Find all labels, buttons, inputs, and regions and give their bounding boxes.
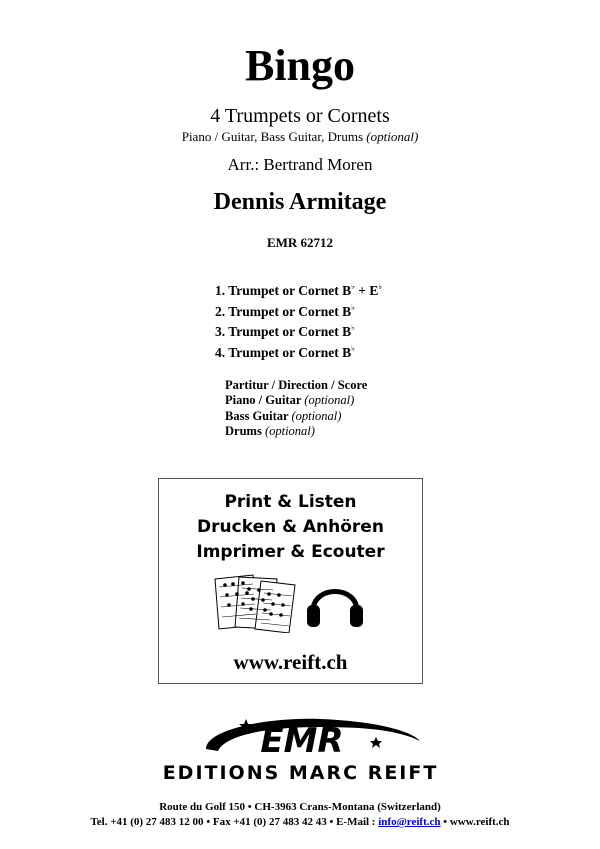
contact-prefix: Tel. +41 (0) 27 483 12 00 • Fax +41 (0) 27 483 42 43 • E-Mail :	[90, 816, 379, 828]
score-contents	[225, 378, 367, 439]
part-label: 4. Trumpet or Cornet B	[215, 344, 352, 360]
instrumentation	[0, 129, 600, 145]
optional-note: (optional)	[304, 393, 355, 408]
score-item-label: Drums	[225, 423, 262, 438]
instrumentation-text: Piano / Guitar, Bass Guitar, Drums	[181, 129, 364, 144]
part-item	[215, 322, 382, 343]
part-label: 2. Trumpet or Cornet B	[215, 303, 352, 319]
print-listen-box	[158, 478, 423, 684]
promo-url[interactable]: www.reift.ch	[233, 650, 348, 674]
score-item	[225, 424, 367, 439]
instrumentation-optional: (optional)	[366, 129, 419, 144]
optional-note: (optional)	[291, 408, 342, 423]
score-item-label: Piano / Guitar	[225, 393, 302, 408]
part-item	[215, 343, 382, 364]
title: Bingo	[244, 41, 356, 90]
part-item	[215, 281, 382, 302]
logo-text: EMR	[260, 721, 344, 761]
sheet-music-icon	[215, 575, 295, 633]
part-label: 1. Trumpet or Cornet B	[215, 283, 352, 298]
part-label: 3. Trumpet or Cornet B	[215, 324, 352, 339]
publisher-name: EDITIONS MARC REIFT	[162, 762, 439, 784]
arranger: Arr.: Bertrand Moren	[227, 155, 373, 174]
flat-sign: ♭	[351, 323, 355, 332]
part-item	[215, 302, 382, 323]
promo-illustration	[209, 571, 379, 633]
promo-line-fr: Imprimer & Ecouter	[196, 542, 385, 562]
flat-sign: ♭	[351, 282, 355, 291]
contact-suffix: • www.reift.ch	[440, 816, 510, 828]
publisher-address: Route du Golf 150 • CH-3963 Crans-Montana (Switzerland)	[159, 801, 441, 813]
subtitle: 4 Trumpets or Cornets	[210, 105, 390, 127]
optional-note: (optional)	[264, 423, 315, 438]
score-item-label: Partitur / Direction / Score	[225, 378, 368, 392]
flat-sign: ♭	[351, 343, 355, 353]
flat-sign: ♭	[351, 302, 355, 312]
score-item	[225, 378, 367, 393]
part-extra: + E	[354, 283, 379, 298]
promo-line-de: Drucken & Anhören	[197, 517, 384, 537]
parts-list	[215, 281, 382, 363]
catalog-number: EMR 62712	[266, 235, 334, 250]
score-item	[225, 409, 367, 424]
promo-line-en: Print & Listen	[224, 492, 357, 512]
composer: Dennis Armitage	[213, 189, 387, 215]
publisher-contact	[0, 815, 600, 829]
score-item-label: Bass Guitar	[225, 408, 289, 423]
email-link[interactable]: info@reift.ch	[378, 816, 441, 828]
flat-sign: ♭	[378, 282, 383, 291]
score-item	[225, 393, 367, 408]
headphones-icon	[307, 592, 363, 628]
